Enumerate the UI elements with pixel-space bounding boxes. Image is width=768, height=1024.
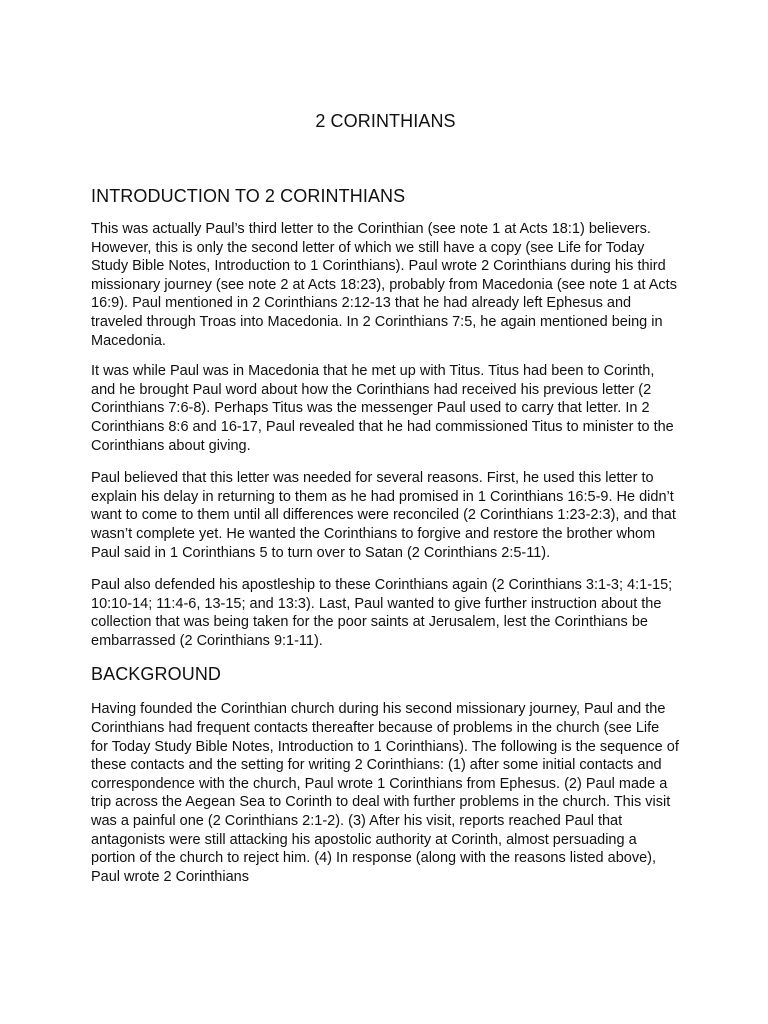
intro-paragraph-4: Paul also defended his apostleship to these Corinthians again (2 Corinthians 3:1-3; 4:1-15; 10:10-14; 11:4-6, 13-15; and 13:3). Last, Paul wanted to give further instruction about the collection that was being taken for the poor saints at Jerusalem, lest the Corinthians be embarrassed (2 Corinthians 9:1-11).: [91, 577, 673, 649]
document-title: 2 CORINTHIANS: [315, 111, 456, 131]
section-heading-introduction: INTRODUCTION TO 2 CORINTHIANS: [91, 186, 406, 206]
intro-paragraph-3: Paul believed that this letter was needed for several reasons. First, he used this letter to explain his delay in returning to them as he had promised in 1 Corinthians 16:5-9. He didn’t want to come to them until all differences were reconciled (2 Corinthians 1:23-2:3), and that wasn’t complete yet. He wanted the Corinthians to forgive and restore the brother whom Paul said in 1 Corinthians 5 to turn over to Satan (2 Corinthians 2:5-11).: [91, 470, 676, 561]
intro-paragraph-2: It was while Paul was in Macedonia that he met up with Titus. Titus had been to Corinth, and he brought Paul word about how the Corinthians had received his previous letter (2 Corinthians 7:6-8). Perhaps Titus was the messenger Paul used to carry that letter. In 2 Corinthians 8:6 and 16-17, Paul revealed that he had commissioned Titus to minister to the Corinthians about giving.: [91, 363, 674, 454]
section-heading-background: BACKGROUND: [91, 664, 222, 685]
intro-paragraph-1: This was actually Paul’s third letter to the Corinthian (see note 1 at Acts 18:1) believers. However, this is only the second letter of which we still have a copy (see Life for Today Study Bible Notes, Introduction to 1 Corinthians). Paul wrote 2 Corinthians during his third missionary journey (see note 2 at Acts 18:23), probably from Macedonia (see note 1 at Acts 16:9). Paul mentioned in 2 Corinthians 2:12-13 that he had already left Ephesus and traveled through Troas into Macedonia. In 2 Corinthians 7:5, he again mentioned being in Macedonia.: [91, 221, 677, 349]
background-paragraph-1: Having founded the Corinthian church during his second missionary journey, Paul and the Corinthians had frequent contacts thereafter because of problems in the church (see Life for Today Study Bible Notes, Introduction to 1 Corinthians). The following is the sequence of these contacts and the setting for writing 2 Corinthians: (1) after some initial contacts and correspondence with the church, Paul wrote 1 Corinthians from Ephesus. (2) Paul made a trip across the Aegean Sea to Corinth to deal with further problems in the church. This visit was a painful one (2 Corinthians 2:1-2). (3) After his visit, reports reached Paul that antagonists were still attacking his apostolic authority at Corinth, almost persuading a portion of the church to reject him. (4) In response (along with the reasons listed above), Paul wrote 2 Corinthians: [91, 701, 679, 885]
